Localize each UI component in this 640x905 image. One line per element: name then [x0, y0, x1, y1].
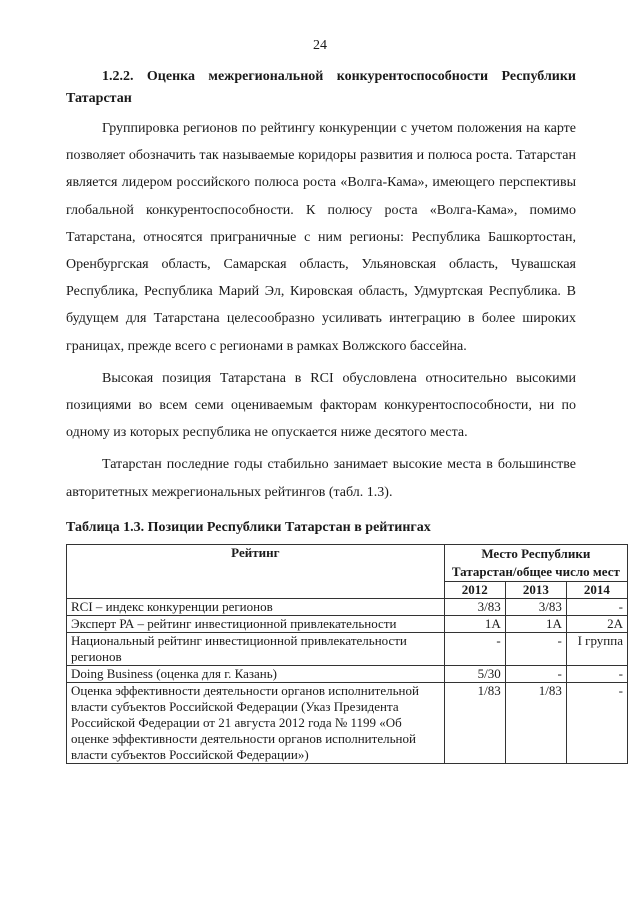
row-2013: -	[505, 665, 566, 682]
table-row	[67, 598, 628, 615]
row-2012: 1/83	[444, 682, 505, 763]
row-2012: 1А	[444, 615, 505, 632]
row-2014: I группа	[566, 632, 627, 665]
row-2013: 1А	[505, 615, 566, 632]
row-name: Doing Business (оценка для г. Казань)	[67, 665, 445, 682]
row-2012: 3/83	[444, 598, 505, 615]
header-year-2014: 2014	[566, 581, 627, 598]
row-2012: -	[444, 632, 505, 665]
page-content	[66, 66, 623, 764]
section-title-line2: Татарстан	[66, 91, 132, 106]
page-number: 24	[313, 38, 327, 53]
paragraph-1: Группировка регионов по рейтингу конкуренции с учетом положения на карте позволяет обозначить так называемые коридоры развития и полюса роста. Татарстан является лидером российского полюса роста «Волга-Кама», имеющего перспективы глобальной конкурентоспособности. К полюсу роста «Волга-Кама», помимо Татарстана, относятся приграничные с ним регионы: Республика Башкортостан, Оренбургская область, Самарская область, Ульяновская область, Чувашская Республика, Республика Марий Эл, Кировская область, Удмуртская Республика. В будущем для Татарстана целесообразно усиливать интеграцию в более широких границах, прежде всего с регионами в рамках Волжского бассейна.	[66, 121, 576, 354]
row-name: Эксперт РА – рейтинг инвестиционной привлекательности	[67, 615, 445, 632]
paragraph-3: Татарстан последние годы стабильно занимает высокие места в большинстве авторитетных межрегиональных рейтингов (табл. 1.3).	[66, 457, 576, 500]
header-rating: Рейтинг	[67, 544, 445, 598]
header-place: Место Республики Татарстан/общее число мест	[444, 544, 627, 581]
table-caption: Таблица 1.3. Позиции Республики Татарстан в рейтингах	[66, 519, 431, 535]
table-row	[67, 665, 628, 682]
header-year-2013: 2013	[505, 581, 566, 598]
row-2013: -	[505, 632, 566, 665]
paragraph-2: Высокая позиция Татарстана в RCI обусловлена относительно высокими позициями во всем семи оцениваемым факторам конкурентоспособности, ни по одному из которых республика не опускается ниже десятого места.	[66, 370, 576, 441]
table-row	[67, 615, 628, 632]
section-title-line1: 1.2.2. Оценка межрегиональной конкурентоспособности Республики	[102, 69, 576, 84]
row-2013: 3/83	[505, 598, 566, 615]
table-header-row	[67, 544, 628, 581]
table-row	[67, 682, 628, 763]
row-2014: -	[566, 682, 627, 763]
row-2012: 5/30	[444, 665, 505, 682]
table-row	[67, 632, 628, 665]
header-year-2012: 2012	[444, 581, 505, 598]
ratings-table	[66, 544, 628, 764]
row-name: RCI – индекс конкуренции регионов	[67, 598, 445, 615]
row-2014: 2А	[566, 615, 627, 632]
row-name: Национальный рейтинг инвестиционной привлекательности регионов	[67, 632, 445, 665]
row-2013: 1/83	[505, 682, 566, 763]
row-name: Оценка эффективности деятельности органов исполнительной власти субъектов Российской Федерации (Указ Президента Российской Федерации от 21 августа 2012 года № 1199 «Об оценке эффективности деятельности органов исполнительной власти субъектов Российской Федерации»)	[67, 682, 445, 763]
row-2014: -	[566, 598, 627, 615]
section-title	[66, 66, 576, 110]
row-2014: -	[566, 665, 627, 682]
